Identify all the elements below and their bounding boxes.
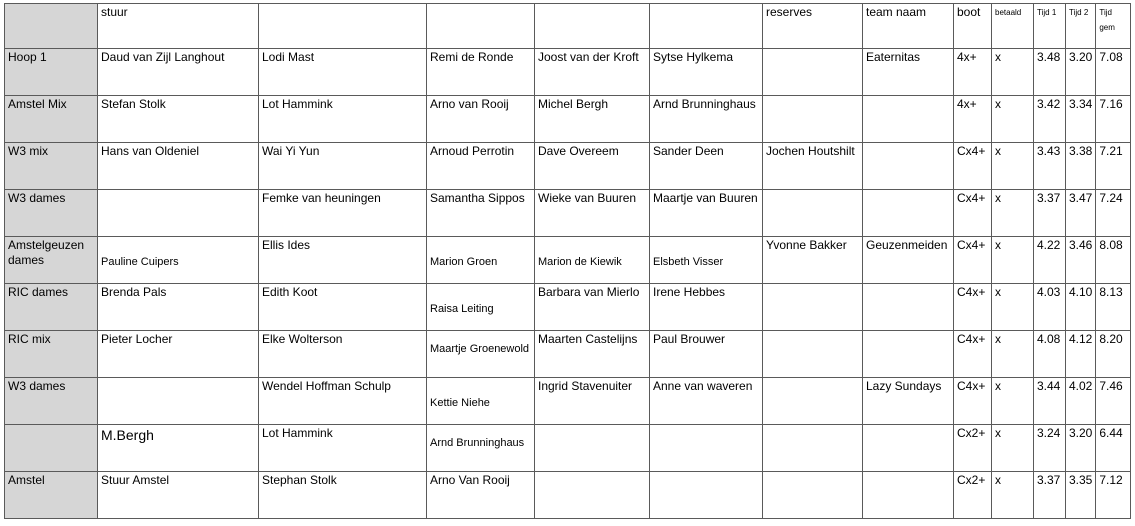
cell-betaald: x [992, 237, 1034, 284]
cell-text: Arnd Brunninghaus [430, 437, 525, 449]
header-tijd-2: Tijd 2 [1066, 4, 1096, 49]
cell-team-name: Hoop 1 [5, 49, 98, 96]
cell-team-naam [863, 143, 954, 190]
cell-team-naam [863, 331, 954, 378]
cell-tijd-gem: 8.08 [1096, 237, 1131, 284]
cell-team-name [5, 425, 98, 472]
cell-stuur [98, 190, 259, 237]
header-team-naam: team naam [863, 4, 954, 49]
cell-stuur: Stefan Stolk [98, 96, 259, 143]
table-row [5, 378, 1131, 425]
table-row [5, 143, 1131, 190]
cell-team-name: Amstel [5, 472, 98, 519]
header-tijd-1: Tijd 1 [1034, 4, 1066, 49]
cell-rower-3 [427, 331, 535, 378]
cell-rower-4: Dave Overeem [535, 143, 650, 190]
cell-tijd-1: 3.48 [1034, 49, 1066, 96]
cell-team-name: Amstelgeuzen dames [5, 237, 98, 284]
cell-boot: Cx4+ [954, 237, 992, 284]
cell-boot: Cx2+ [954, 425, 992, 472]
cell-stuur [98, 425, 259, 472]
cell-boot: Cx2+ [954, 472, 992, 519]
table-row [5, 96, 1131, 143]
cell-team-naam [863, 284, 954, 331]
cell-betaald: x [992, 284, 1034, 331]
cell-boot: Cx4+ [954, 143, 992, 190]
cell-rower-2: Femke van heuningen [259, 190, 427, 237]
cell-rower-2: Lodi Mast [259, 49, 427, 96]
header-col-2 [259, 4, 427, 49]
cell-rower-5 [650, 472, 763, 519]
cell-rower-3: Arno van Rooij [427, 96, 535, 143]
cell-rower-5: Sytse Hylkema [650, 49, 763, 96]
cell-tijd-1: 4.22 [1034, 237, 1066, 284]
cell-text: Marion Groen [430, 256, 498, 268]
header-betaald: betaald [992, 4, 1034, 49]
cell-rower-2: Stephan Stolk [259, 472, 427, 519]
header-tijd-gem: Tijd gem [1096, 4, 1131, 49]
cell-rower-3 [427, 237, 535, 284]
cell-boot: C4x+ [954, 331, 992, 378]
cell-tijd-2: 3.35 [1066, 472, 1096, 519]
cell-rower-3: Samantha Sippos [427, 190, 535, 237]
cell-rower-2: Elke Wolterson [259, 331, 427, 378]
cell-team-name: W3 dames [5, 378, 98, 425]
cell-rower-2: Edith Koot [259, 284, 427, 331]
header-col-3 [427, 4, 535, 49]
cell-rower-4 [535, 237, 650, 284]
cell-rower-3 [427, 378, 535, 425]
cell-stuur: Brenda Pals [98, 284, 259, 331]
cell-rower-3: Remi de Ronde [427, 49, 535, 96]
cell-tijd-gem: 7.21 [1096, 143, 1131, 190]
cell-rower-4 [535, 472, 650, 519]
cell-tijd-gem: 6.44 [1096, 425, 1131, 472]
cell-tijd-gem: 7.24 [1096, 190, 1131, 237]
cell-tijd-gem: 7.16 [1096, 96, 1131, 143]
cell-rower-5 [650, 425, 763, 472]
cell-boot: 4x+ [954, 49, 992, 96]
cell-team-naam: Geuzenmeiden [863, 237, 954, 284]
cell-tijd-2: 3.20 [1066, 425, 1096, 472]
cell-rower-4 [535, 425, 650, 472]
header-reserves: reserves [763, 4, 863, 49]
cell-stuur: Daud van Zijl Langhout [98, 49, 259, 96]
table-row [5, 49, 1131, 96]
cell-team-name: RIC dames [5, 284, 98, 331]
cell-reserves [763, 378, 863, 425]
cell-rower-4: Ingrid Stavenuiter [535, 378, 650, 425]
cell-reserves [763, 49, 863, 96]
cell-tijd-2: 4.02 [1066, 378, 1096, 425]
cell-tijd-2: 4.12 [1066, 331, 1096, 378]
cell-reserves [763, 284, 863, 331]
cell-boot: 4x+ [954, 96, 992, 143]
header-col-5 [650, 4, 763, 49]
cell-tijd-1: 3.44 [1034, 378, 1066, 425]
cell-betaald: x [992, 49, 1034, 96]
cell-tijd-1: 3.43 [1034, 143, 1066, 190]
table-row [5, 190, 1131, 237]
cell-tijd-gem: 7.46 [1096, 378, 1131, 425]
cell-rower-2: Wendel Hoffman Schulp [259, 378, 427, 425]
header-stuur: stuur [98, 4, 259, 49]
cell-tijd-1: 3.42 [1034, 96, 1066, 143]
cell-tijd-2: 4.10 [1066, 284, 1096, 331]
cell-tijd-2: 3.38 [1066, 143, 1096, 190]
cell-tijd-1: 3.37 [1034, 190, 1066, 237]
cell-tijd-gem: 8.20 [1096, 331, 1131, 378]
cell-rower-5: Paul Brouwer [650, 331, 763, 378]
cell-rower-5: Anne van waveren [650, 378, 763, 425]
cell-rower-5: Maartje van Buuren [650, 190, 763, 237]
table-row [5, 284, 1131, 331]
cell-text: Elsbeth Visser [653, 256, 724, 268]
cell-rower-3 [427, 284, 535, 331]
cell-text: Raisa Leiting [430, 303, 494, 315]
cell-stuur: Pieter Locher [98, 331, 259, 378]
cell-rower-5 [650, 237, 763, 284]
cell-rower-2: Wai Yi Yun [259, 143, 427, 190]
cell-reserves [763, 96, 863, 143]
cell-text: M.Bergh [101, 427, 154, 443]
cell-betaald: x [992, 96, 1034, 143]
cell-rower-2: Lot Hammink [259, 425, 427, 472]
cell-reserves: Jochen Houtshilt [763, 143, 863, 190]
cell-tijd-2: 3.46 [1066, 237, 1096, 284]
cell-boot: C4x+ [954, 284, 992, 331]
cell-rower-4: Wieke van Buuren [535, 190, 650, 237]
cell-boot: Cx4+ [954, 190, 992, 237]
cell-betaald: x [992, 331, 1034, 378]
cell-reserves: Yvonne Bakker [763, 237, 863, 284]
cell-rower-3 [427, 425, 535, 472]
cell-rower-4: Barbara van Mierlo [535, 284, 650, 331]
cell-team-naam: Eaternitas [863, 49, 954, 96]
cell-team-name: W3 dames [5, 190, 98, 237]
cell-rower-2: Lot Hammink [259, 96, 427, 143]
cell-team-naam [863, 96, 954, 143]
cell-team-name: W3 mix [5, 143, 98, 190]
header-team [5, 4, 98, 49]
cell-rower-5: Arnd Brunninghaus [650, 96, 763, 143]
cell-tijd-1: 3.37 [1034, 472, 1066, 519]
cell-stuur: Stuur Amstel [98, 472, 259, 519]
table-row [5, 472, 1131, 519]
cell-tijd-1: 4.08 [1034, 331, 1066, 378]
cell-stuur [98, 378, 259, 425]
cell-team-naam: Lazy Sundays [863, 378, 954, 425]
cell-tijd-2: 3.47 [1066, 190, 1096, 237]
cell-text: Pauline Cuipers [101, 256, 179, 268]
cell-reserves [763, 425, 863, 472]
cell-tijd-gem: 8.13 [1096, 284, 1131, 331]
cell-tijd-2: 3.20 [1066, 49, 1096, 96]
cell-betaald: x [992, 378, 1034, 425]
cell-team-name: RIC mix [5, 331, 98, 378]
cell-betaald: x [992, 472, 1034, 519]
cell-rower-5: Sander Deen [650, 143, 763, 190]
cell-tijd-1: 3.24 [1034, 425, 1066, 472]
cell-text: Marion de Kiewik [538, 256, 622, 268]
table-row [5, 237, 1131, 284]
cell-reserves [763, 190, 863, 237]
team-table [4, 3, 1131, 519]
cell-boot: C4x+ [954, 378, 992, 425]
cell-rower-3: Arno Van Rooij [427, 472, 535, 519]
cell-text: Maartje Groenewold [430, 343, 530, 355]
cell-stuur [98, 237, 259, 284]
cell-team-naam [863, 472, 954, 519]
cell-stuur: Hans van Oldeniel [98, 143, 259, 190]
cell-betaald: x [992, 190, 1034, 237]
cell-rower-4: Joost van der Kroft [535, 49, 650, 96]
cell-betaald: x [992, 143, 1034, 190]
header-col-4 [535, 4, 650, 49]
cell-rower-3: Arnoud Perrotin [427, 143, 535, 190]
cell-team-naam [863, 190, 954, 237]
cell-reserves [763, 331, 863, 378]
table-row [5, 331, 1131, 378]
cell-team-naam [863, 425, 954, 472]
header-boot: boot [954, 4, 992, 49]
cell-rower-4: Michel Bergh [535, 96, 650, 143]
cell-rower-2: Ellis Ides [259, 237, 427, 284]
cell-betaald: x [992, 425, 1034, 472]
cell-rower-4: Maarten Castelijns [535, 331, 650, 378]
cell-reserves [763, 472, 863, 519]
cell-tijd-gem: 7.08 [1096, 49, 1131, 96]
cell-team-name: Amstel Mix [5, 96, 98, 143]
cell-text: Kettie Niehe [430, 397, 490, 409]
cell-tijd-1: 4.03 [1034, 284, 1066, 331]
cell-tijd-2: 3.34 [1066, 96, 1096, 143]
cell-tijd-gem: 7.12 [1096, 472, 1131, 519]
header-row [5, 4, 1131, 49]
table-row [5, 425, 1131, 472]
cell-rower-5: Irene Hebbes [650, 284, 763, 331]
